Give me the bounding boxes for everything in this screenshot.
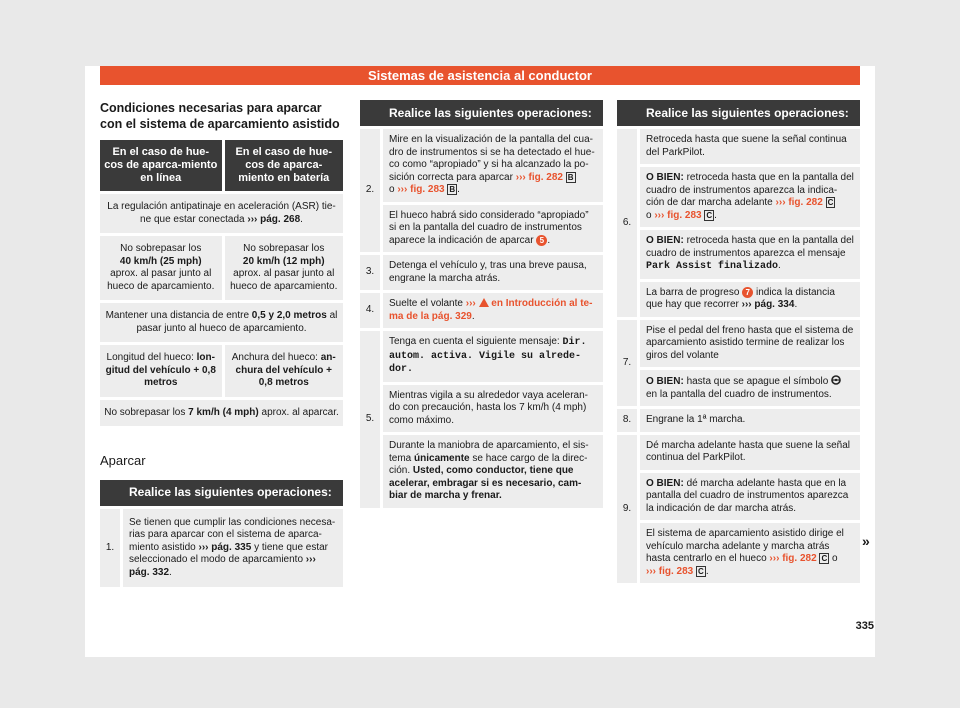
step-text: Mire en la visualización de la pantalla del cua-dro de instrumentos si se ha detectado el hue-co como “apropiado” y si ha alcanzado la po-sición correcta para aparcar ››› fig. 282 B o ››› fig. 283 B . (383, 129, 603, 202)
steps-header: Realice las siguientes operaciones: (123, 480, 343, 506)
figure-label-box: C (827, 198, 834, 207)
page-ref-link[interactable]: pág. 335 (211, 541, 252, 553)
step-text: Dé marcha adelante hasta que suene la señal continua del ParkPilot. (640, 435, 860, 470)
figure-ref-link[interactable]: fig. 283 (410, 184, 445, 195)
step-text: El hueco habrá sido considerado “apropiado” si en la pantalla del cuadro de instrumentos aparece la indicación de aparcar 5 . (383, 202, 603, 253)
step-number: 2. (360, 129, 383, 252)
callout-number: 5 (536, 235, 547, 246)
steps-header: Realice las siguientes operaciones: (383, 100, 603, 126)
display-message: Dir. autom. activa. Vigile su alrede-dor. (389, 337, 587, 375)
header-inline-spaces: En el caso de hue-cos de aparca-miento en línea (100, 140, 222, 191)
step-text: Detenga el vehículo y, tras una breve pausa, engrane la marcha atrás. (383, 255, 603, 290)
step-number: 8. (617, 409, 640, 432)
continue-arrow: » (862, 533, 870, 549)
page-ref-link[interactable]: pág. 268 (260, 213, 301, 225)
section-banner (100, 66, 860, 85)
intro-ref-link[interactable]: en Introducción al te-ma de la pág. 329 (389, 298, 593, 322)
step-text: Engrane la 1ª marcha. (640, 409, 860, 432)
figure-ref-link[interactable]: fig. 282 (782, 553, 817, 564)
figure-ref-link[interactable]: fig. 283 (667, 209, 702, 221)
page-ref-link[interactable]: pág. 332 (129, 566, 170, 578)
step-text: Mientras vigila a su alrededor vaya aceleran-do con precaución, hasta los 7 km/h (4 mph) como máximo. (383, 382, 603, 433)
parking-subheading: Aparcar (100, 453, 146, 468)
section-title: Sistemas de asistencia al conductor (368, 68, 592, 83)
step-text: Tenga en cuenta el siguiente mensaje: Dir. autom. activa. Vigile su alrede-dor. (383, 331, 603, 382)
length-cell: Longitud del hueco: lon-gitud del vehículo + 0,8 metros (100, 345, 222, 397)
step-number: 6. (617, 129, 640, 317)
column-left (100, 100, 343, 590)
step-text: Retroceda hasta que suene la señal continua del ParkPilot. (640, 129, 860, 164)
asr-requirement-cell: La regulación antipatinaje en aceleración (ASR) tie-ne que estar conectada ››› pág. 268. (100, 194, 343, 233)
step-number: 3. (360, 255, 383, 290)
step-text: O BIEN: hasta que se apague el símbolo en la pantalla del cuadro de instrumentos. (640, 367, 860, 406)
distance-cell: Mantener una distancia de entre 0,5 y 2,0 metros al pasar junto al hueco de aparcamiento. (100, 303, 343, 342)
steps-table-1 (100, 477, 343, 591)
figure-label-box: B (449, 185, 456, 194)
step-text: Pise el pedal del freno hasta que el sistema de aparcamiento asistido termine de realizar los giros del volante (640, 320, 860, 368)
figure-ref-link[interactable]: fig. 283 (658, 565, 694, 577)
figure-ref-link[interactable]: fig. 282 (528, 171, 563, 183)
page-ref-link[interactable]: pág. 334 (754, 299, 795, 310)
header-battery-spaces: En el caso de hue-cos de aparca-miento en batería (222, 140, 344, 191)
step-text: Durante la maniobra de aparcamiento, el sis-tema únicamente se hace cargo de la direc-ción. Usted, como conductor, tiene que acelerar, embragar si es necesario, cam-biar de marcha y frenar. (383, 432, 603, 508)
column-middle (360, 100, 603, 511)
step-text: O BIEN: retroceda hasta que en la pantalla del cuadro de instrumentos aparezca el mensaje Park Assist finalizado. (640, 227, 860, 279)
page-number: 335 (855, 620, 874, 632)
width-cell: Anchura del hueco: an-chura del vehículo + 0,8 metros (222, 345, 344, 397)
warning-icon (479, 298, 489, 307)
callout-number: 7 (742, 287, 753, 298)
steps-table-2 (360, 97, 603, 511)
column-right (617, 100, 860, 586)
steering-wheel-icon (831, 375, 841, 385)
speed-inline-cell: No sobrepasar los 40 km/h (25 mph) aprox. al pasar junto al hueco de aparcamiento. (100, 236, 222, 300)
display-message: Park Assist finalizado (646, 261, 779, 272)
step-number: 5. (360, 331, 383, 508)
conditions-table (100, 137, 343, 429)
step-number: 9. (617, 435, 640, 584)
step-number: 1. (100, 509, 123, 588)
step-text: O BIEN: retroceda hasta que en la pantalla del cuadro de instrumentos aparezca la indica-ción de dar marcha adelante ››› fig. 282 C o ››› fig. 283 C . (640, 164, 860, 227)
parking-speed-cell: No sobrepasar los 7 km/h (4 mph) aprox. al aparcar. (100, 400, 343, 427)
step-number: 4. (360, 293, 383, 328)
step-text: O BIEN: dé marcha adelante hasta que en la pantalla del cuadro de instrumentos aparezca la indicación de dar marcha atrás. (640, 470, 860, 521)
ref-arrow: ››› (247, 213, 258, 225)
conditions-heading: Condiciones necesarias para aparcar con el sistema de aparcamiento asistido (100, 101, 340, 131)
figure-label-box: C (706, 210, 713, 220)
step-text: Suelte el volante ››› en Introducción al te-ma de la pág. 329. (383, 293, 603, 328)
step-number: 7. (617, 320, 640, 407)
steps-table-3 (617, 97, 860, 586)
step-text: La barra de progreso 7 indica la distancia que hay que recorrer ››› pág. 334. (640, 279, 860, 317)
speed-battery-cell: No sobrepasar los 20 km/h (12 mph) aprox. al pasar junto al hueco de aparcamiento. (222, 236, 344, 300)
figure-label-box: B (567, 172, 574, 182)
step-text: El sistema de aparcamiento asistido dirige el vehículo marcha adelante y marcha atrás hasta centrarlo en el hueco ››› fig. 282 C o ››› fig. 283 C . (640, 520, 860, 583)
figure-ref-link[interactable]: fig. 282 (788, 197, 823, 208)
steps-header: Realice las siguientes operaciones: (640, 100, 860, 126)
figure-label-box: C (698, 566, 704, 576)
figure-label-box: C (821, 554, 828, 563)
step-text: Se tienen que cumplir las condiciones necesa-rias para aparcar con el sistema de aparca-miento asistido ››› pág. 335 y tiene que estar seleccionado el modo de aparcamiento ››› pág. 332. (123, 509, 343, 588)
